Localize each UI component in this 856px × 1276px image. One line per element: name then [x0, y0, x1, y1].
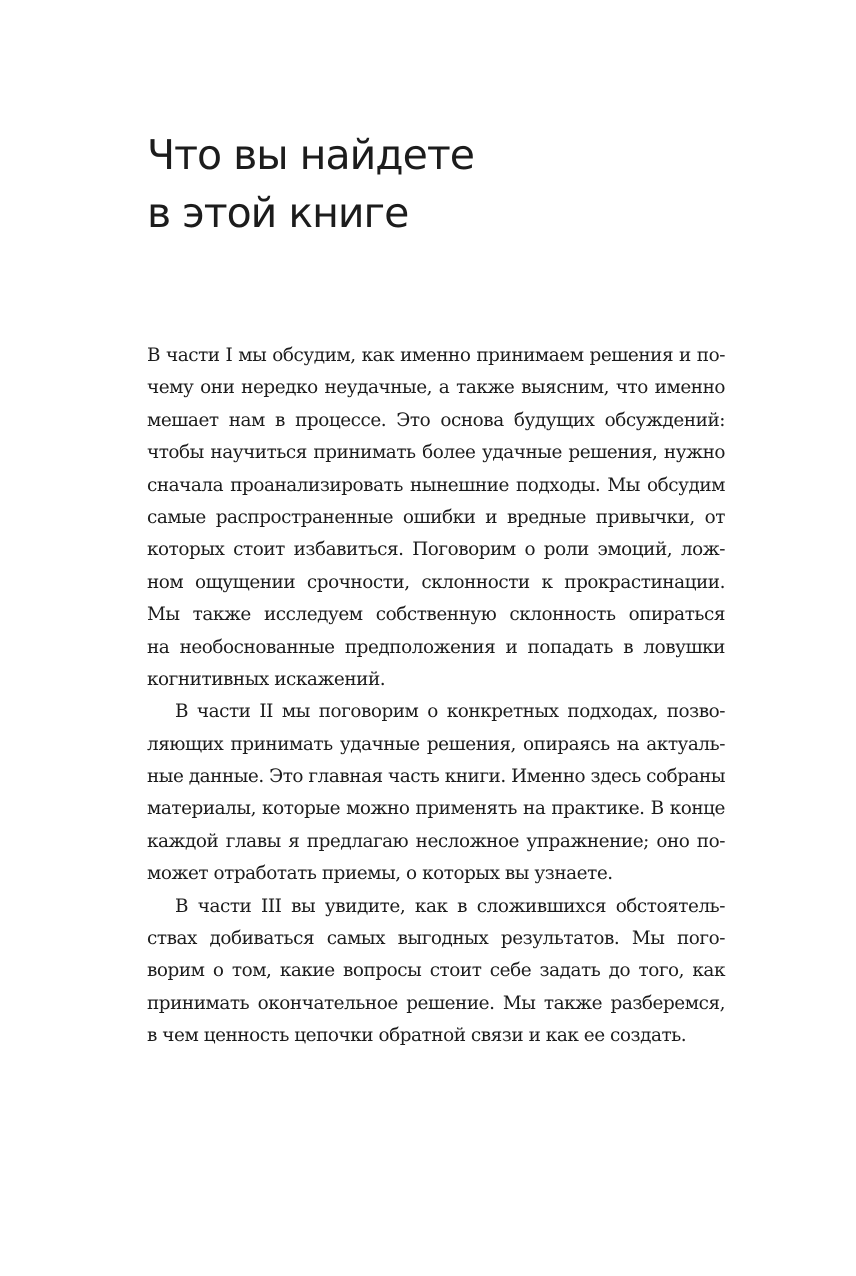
text-line: принимать окончательное решение. Мы также разберемся,	[147, 992, 725, 1014]
chapter-title-line: Что вы найдете	[147, 131, 474, 179]
text-line: В части I мы обсудим, как именно принимаем решения и по-	[147, 345, 725, 366]
text-line: ные данные. Это главная часть книги. Именно здесь собраны	[147, 766, 725, 788]
paragraph-part-3	[147, 891, 725, 1053]
text-line: которых стоит избавиться. Поговорим о роли эмоций, лож-	[147, 539, 725, 561]
paragraph-part-1	[147, 340, 725, 696]
text-line: сначала проанализировать нынешние подходы. Мы обсудим	[147, 474, 725, 496]
chapter-title-line: в этой книге	[147, 189, 409, 237]
text-line: в чем ценность цепочки обратной связи и как ее создать.	[147, 1025, 687, 1047]
text-line: ствах добиваться самых выгодных результатов. Мы пого-	[147, 928, 725, 950]
paragraph-part-2	[147, 696, 725, 890]
text-line: чему они нередко неудачные, а также выясним, что именно	[147, 377, 725, 399]
chapter-title	[147, 126, 747, 242]
text-line: В части III вы увидите, как в сложившихся обстоятель-	[175, 895, 725, 917]
text-line: В части II мы поговорим о конкретных подходах, позво-	[175, 701, 725, 723]
text-line: ворим о том, какие вопросы стоит себе задать до того, как	[147, 960, 725, 982]
text-line: Мы также исследуем собственную склонность опираться	[147, 604, 725, 626]
text-line: ном ощущении срочности, склонности к прокрастинации.	[147, 571, 725, 593]
body-text	[147, 340, 725, 1053]
text-line: чтобы научиться принимать более удачные решения, нужно	[147, 442, 725, 464]
text-line: ляющих принимать удачные решения, опираясь на актуаль-	[147, 733, 725, 755]
text-line: может отработать приемы, о которых вы узнаете.	[147, 863, 613, 885]
text-line: когнитивных искажений.	[147, 668, 386, 690]
text-line: на необоснованные предположения и попадать в ловушки	[147, 636, 725, 658]
text-line: каждой главы я предлагаю несложное упражнение; оно по-	[147, 830, 725, 852]
text-line: самые распространенные ошибки и вредные привычки, от	[147, 506, 725, 528]
text-line: материалы, которые можно применять на практике. В конце	[147, 798, 725, 820]
text-line: мешает нам в процессе. Это основа будущих обсуждений:	[147, 409, 725, 431]
